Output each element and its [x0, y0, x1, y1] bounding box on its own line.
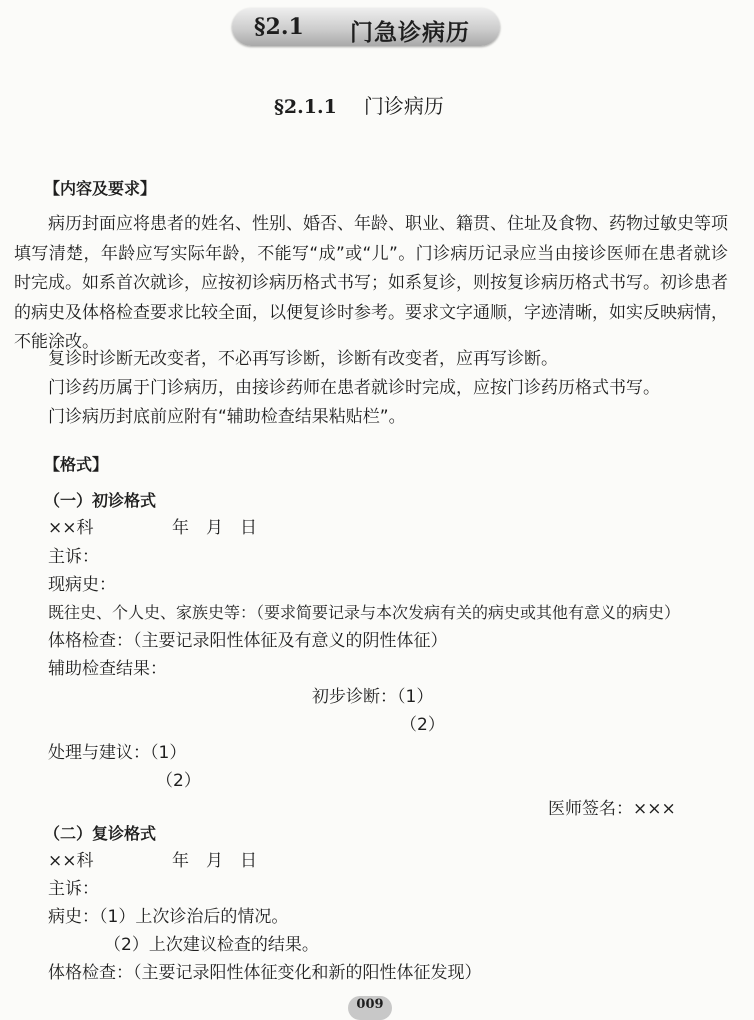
initial-treatment-1: 处理与建议：（1） — [48, 743, 187, 763]
initial-aux-results: 辅助检查结果： — [48, 659, 167, 679]
return-history-1: 病史：（1）上次诊治后的情况。 — [48, 907, 289, 927]
requirements-paragraph-2: 复诊时诊断无改变者，不必再写诊断，诊断有改变者，应再写诊断。 — [48, 349, 558, 369]
return-history-2: （2）上次建议检查的结果。 — [104, 935, 319, 955]
return-visit-date: 年 月 日 — [172, 851, 257, 871]
section-banner — [232, 8, 500, 46]
subsection-heading — [274, 90, 444, 119]
return-visit-dept: ××科 — [48, 851, 94, 871]
return-visit-title: （二）复诊格式 — [44, 824, 157, 843]
return-chief-complaint: 主诉： — [48, 879, 99, 899]
format-heading: 【格式】 — [44, 455, 109, 474]
initial-chief-complaint: 主诉： — [48, 547, 99, 567]
initial-treatment-2: （2） — [156, 771, 201, 791]
return-physical-exam: 体格检查：（主要记录阳性体征变化和新的阳性体征发现） — [48, 963, 482, 983]
section-title: 门急诊病历 — [350, 20, 470, 46]
requirements-paragraph-3: 门诊药历属于门诊病历，由接诊药师在患者就诊时完成，应按门诊药历格式书写。 — [48, 378, 660, 398]
initial-physical-exam: 体格检查：（主要记录阳性体征及有意义的阴性体征） — [48, 631, 448, 651]
initial-present-history: 现病史： — [48, 575, 116, 595]
initial-visit-title: （一）初诊格式 — [44, 491, 157, 510]
subsection-title: 门诊病历 — [363, 94, 444, 118]
section-number: §2.1 — [254, 14, 304, 40]
initial-visit-dept: ××科 — [48, 518, 94, 538]
subsection-number: §2.1.1 — [274, 96, 337, 118]
page-number: 009 — [348, 996, 392, 1020]
initial-diagnosis-2: （2） — [400, 715, 445, 735]
initial-diagnosis-1: 初步诊断：（1） — [312, 687, 434, 707]
requirements-paragraph-4: 门诊病历封底前应附有“辅助检查结果粘贴栏”。 — [48, 407, 406, 427]
requirements-paragraph-1: 病历封面应将患者的姓名、性别、婚否、年龄、职业、籍贯、住址及食物、药物过敏史等项填写清楚，年龄应写实际年龄，不能写“成”或“儿”。门诊病历记录应当由接诊医师在患者就诊时完成。如系首次就诊，应按初诊病历格式书写；如系复诊，则按复诊病历格式书写。初诊患者的病史及体格检查要求比较全面，以便复诊时参考。要求文字通顺，字迹清晰，如实反映病情，不能涂改。 — [14, 214, 728, 352]
initial-visit-date: 年 月 日 — [172, 518, 257, 538]
content-requirements-heading: 【内容及要求】 — [44, 179, 157, 198]
initial-past-history: 既往史、个人史、家族史等：（要求简要记录与本次发病有关的病史或其他有意义的病史） — [48, 603, 681, 622]
initial-signature: 医师签名：××× — [548, 799, 676, 819]
